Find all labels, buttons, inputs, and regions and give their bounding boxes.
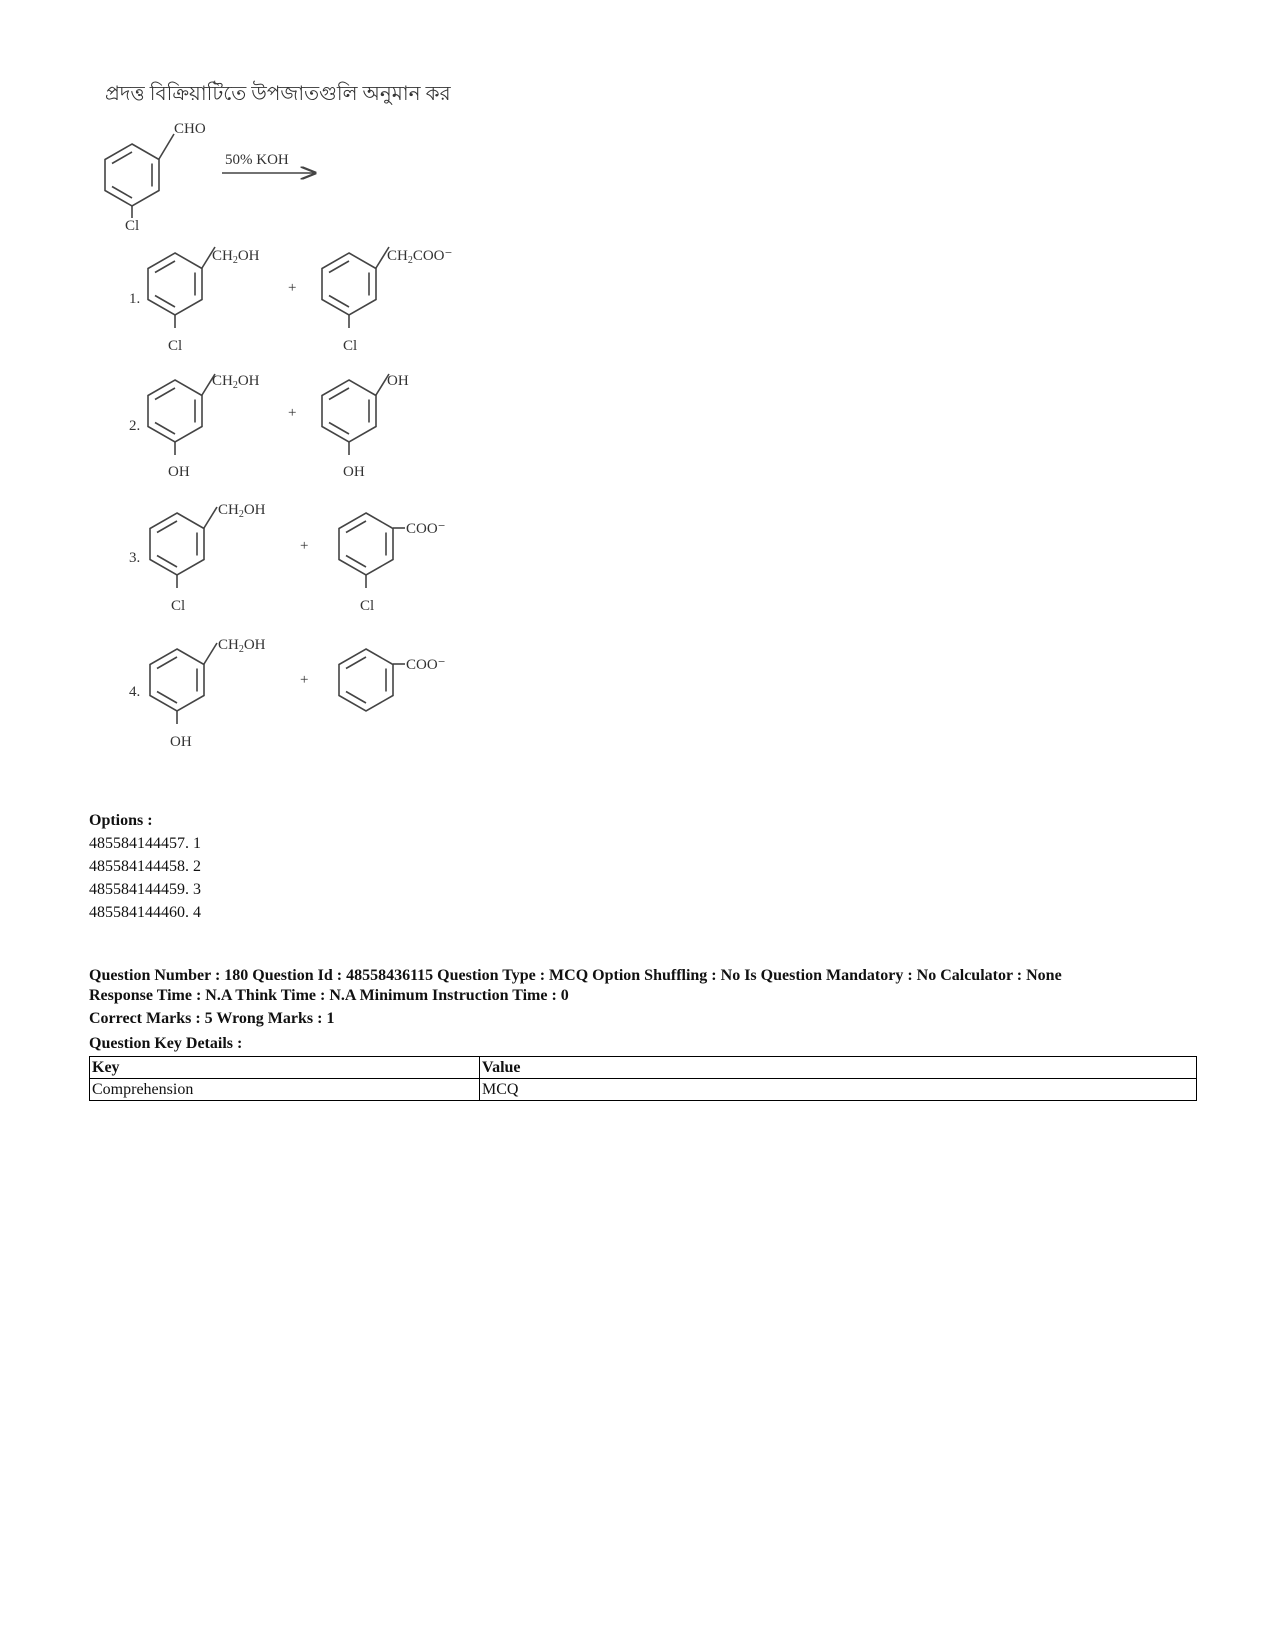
- table-header-row: [90, 1057, 1197, 1079]
- choice-3-right-sub: Cl: [360, 598, 375, 614]
- question-meta-line1: Question Number : 180 Question Id : 48558436115 Question Type : MCQ Option Shuffling : No Is Question Mandatory : No Calculator : None: [89, 967, 1062, 984]
- choice-2-right-group: OH: [387, 373, 409, 389]
- choice-3: [129, 502, 446, 614]
- choice-1-right-sub: Cl: [343, 338, 358, 354]
- choice-1-right-group: $CH_2COO^-$: [387, 248, 453, 266]
- option-item: 485584144459. 3: [89, 881, 201, 898]
- option-item: 485584144457. 1: [89, 835, 201, 852]
- option-item: 485584144458. 2: [89, 858, 201, 875]
- table-row: [90, 1079, 1197, 1101]
- table-cell-key: Comprehension: [90, 1079, 480, 1101]
- key-details-table: [89, 1056, 1197, 1101]
- plus-sign: +: [288, 280, 297, 296]
- table-header-value: Value: [480, 1057, 1197, 1079]
- choice-2-left-group: $CH_2OH$: [212, 373, 260, 391]
- reaction-diagram: [100, 72, 500, 792]
- choice-1-left-sub: Cl: [168, 338, 183, 354]
- choice-3-left-group: $CH_2OH$: [218, 502, 266, 520]
- options-heading: Options :: [89, 812, 153, 829]
- table-cell-value: MCQ: [480, 1079, 1197, 1101]
- choice-1-left-group: $CH_2OH$: [212, 248, 260, 266]
- reactant-group: CHO: [174, 121, 206, 137]
- choice-2-right-sub: OH: [343, 464, 365, 480]
- choice-2-left-sub: OH: [168, 464, 190, 480]
- choice-number: 3.: [129, 550, 141, 566]
- plus-sign: +: [288, 405, 297, 421]
- plus-sign: +: [300, 672, 309, 688]
- choice-4-left-group: $CH_2OH$: [218, 637, 266, 655]
- options-list: [89, 832, 201, 924]
- key-details-heading: Question Key Details :: [89, 1035, 243, 1052]
- choice-3-right-group: COO⁻: [406, 521, 446, 537]
- reactant-substituent: Cl: [125, 218, 140, 234]
- option-item: 485584144460. 4: [89, 904, 201, 921]
- table-header-key: Key: [90, 1057, 480, 1079]
- marks-line: Correct Marks : 5 Wrong Marks : 1: [89, 1010, 335, 1027]
- reagent-label: 50% KOH: [225, 152, 289, 168]
- choice-number: 1.: [129, 291, 141, 307]
- choice-2: [129, 373, 409, 480]
- reactant-molecule: [105, 121, 206, 234]
- choice-1: [129, 247, 452, 354]
- choice-4-left-sub: OH: [170, 734, 192, 750]
- choice-number: 4.: [129, 684, 141, 700]
- choice-3-left-sub: Cl: [171, 598, 186, 614]
- question-meta-line2: Response Time : N.A Think Time : N.A Minimum Instruction Time : 0: [89, 987, 569, 1004]
- question-figure: [100, 72, 500, 792]
- choice-4: [129, 637, 446, 750]
- choice-number: 2.: [129, 418, 141, 434]
- plus-sign: +: [300, 538, 309, 554]
- question-prompt: প্রদত্ত বিক্রিয়াটিতে উপজাতগুলি অনুমান কর: [105, 83, 451, 105]
- choice-4-right-group: COO⁻: [406, 657, 446, 673]
